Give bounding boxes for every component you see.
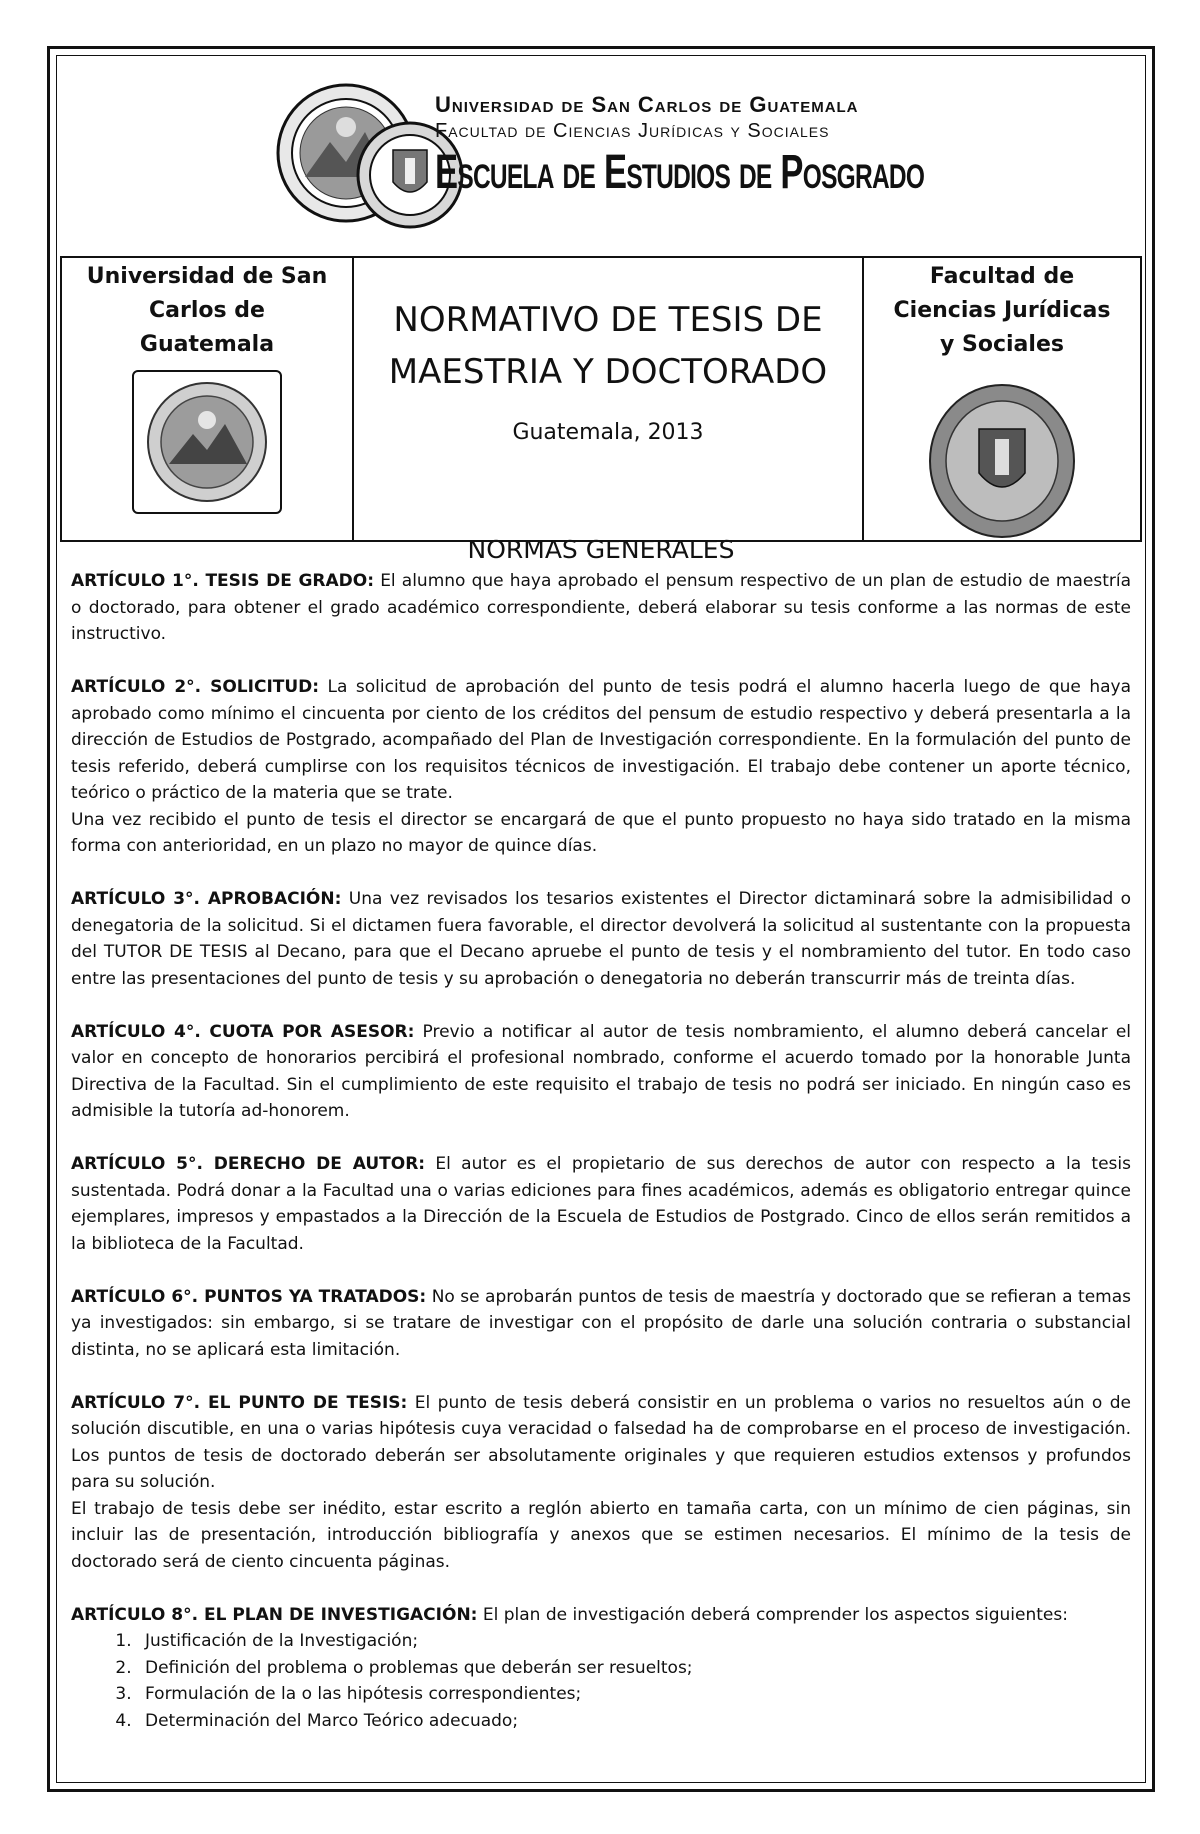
title-left-cell <box>61 257 353 541</box>
article-heading: ARTÍCULO 8°. EL PLAN DE INVESTIGACIÓN: <box>71 1604 478 1625</box>
section-title: NORMAS GENERALES <box>467 535 735 564</box>
document-body <box>71 532 1131 1734</box>
faculty-name: Facultad de Ciencias Jurídicas y Sociales <box>435 120 830 142</box>
article-heading: ARTÍCULO 6°. PUNTOS YA TRATADOS: <box>71 1286 427 1307</box>
article-heading: ARTÍCULO 4°. CUOTA POR ASESOR: <box>71 1021 415 1042</box>
article-heading: ARTÍCULO 2°. SOLICITUD: <box>71 677 320 697</box>
research-plan-list <box>71 1628 1131 1734</box>
faculty-seal-icon <box>927 383 1077 539</box>
article-heading: ARTÍCULO 3°. APROBACIÓN: <box>71 889 342 909</box>
article-5 <box>71 1151 1131 1257</box>
article-2-continuation: Una vez recibido el punto de tesis el director se encargará de que el punto propuesto no haya sido tratado en la misma forma con anterioridad, en un plazo no mayor de quince días. <box>71 809 1131 856</box>
university-seal-icon <box>145 380 269 504</box>
title-table <box>60 256 1142 542</box>
title-line-1: NORMATIVO DE TESIS DE <box>393 300 823 340</box>
article-heading: ARTÍCULO 5°. DERECHO DE AUTOR: <box>71 1154 426 1174</box>
article-text: No se aprobarán puntos de tesis de maestría y doctorado que se refieran a temas ya investigados: sin embargo, si se tratare de investigar con el propósito de darle una solución contraria o substancial distinta, no se aplicará esta limitación. <box>71 1286 1131 1360</box>
list-item: 4. Determinación del Marco Teórico adecuado; <box>137 1708 1131 1735</box>
article-7-continuation: El trabajo de tesis debe ser inédito, estar escrito a reglón abierto en tamaña carta, con un mínimo de cien páginas, sin incluir las de presentación, introducción bibliografía y anexos que se estimen necesarios. El mínimo de la tesis de doctorado será de ciento cincuenta páginas. <box>71 1498 1131 1572</box>
faculty-seal-frame <box>926 382 1078 540</box>
article-heading: ARTÍCULO 1°. TESIS DE GRADO: <box>71 571 375 591</box>
faculty-label: Facultad de Ciencias Jurídicas y Sociales <box>893 264 1111 357</box>
article-text: Previo a notificar al autor de tesis nombramiento, el alumno deberá cancelar el valor en concepto de honorarios percibirá el profesional nombrado, conforme el acuerdo tomado por la honorable Junta Directiva de la Facultad. Sin el cumplimiento de este requisito el trabajo de tesis no podrá ser iniciado. En ningún caso es admisible la tutoría ad-honorem. <box>71 1021 1132 1121</box>
document-title <box>354 294 862 398</box>
article-6 <box>71 1284 1131 1364</box>
article-4 <box>71 1019 1131 1125</box>
article-heading: ARTÍCULO 7°. EL PUNTO DE TESIS: <box>71 1392 408 1413</box>
article-7 <box>71 1390 1131 1496</box>
list-item: 3. Formulación de la o las hipótesis correspondientes; <box>137 1681 1131 1708</box>
university-name: Universidad de San Carlos de Guatemala <box>435 92 859 117</box>
title-center-cell <box>353 257 863 541</box>
article-8 <box>71 1602 1131 1629</box>
title-right-cell <box>863 257 1141 541</box>
article-3 <box>71 886 1131 992</box>
list-item: 1. Justificación de la Investigación; <box>137 1628 1131 1655</box>
university-seal-frame <box>132 370 282 514</box>
school-name: Escuela de Estudios de Posgrado <box>435 146 925 199</box>
title-line-2: MAESTRIA Y DOCTORADO <box>388 352 828 392</box>
article-text: La solicitud de aprobación del punto de tesis podrá el alumno hacerla luego de que haya aprobado como mínimo el cincuenta por ciento de los créditos del pensum de estudio respectivo y deberá presentarla a la dirección de Estudios de Postgrado, acompañado del Plan de Investigación correspondiente. En la formulación del punto de tesis referido, deberá cumplirse con los requisitos técnicos de investigación. El trabajo debe contener un aporte técnico, teórico o práctico de la materia que se trate. <box>71 677 1131 803</box>
list-item: 2. Definición del problema o problemas que deberán ser resueltos; <box>137 1655 1131 1682</box>
article-text: El plan de investigación deberá comprender los aspectos siguientes: <box>482 1604 1068 1625</box>
document-place-year: Guatemala, 2013 <box>512 420 704 445</box>
article-text: El punto de tesis deberá consistir en un problema o varios no resueltos aún o de solución discutible, en una o varias hipótesis cuya veracidad o falsedad ha de comprobarse en el proceso de investigación. Los puntos de tesis de doctorado deberán ser absolutamente originales y que requieren estudios extensos y profundos para su solución. <box>71 1392 1131 1492</box>
letterhead <box>275 82 925 232</box>
university-label: Universidad de San Carlos de Guatemala <box>86 264 328 357</box>
article-text: El autor es el propietario de sus derechos de autor con respecto a la tesis sustentada. Podrá donar a la Facultad una o varias ediciones para fines académicos, además es obligatorio entregar quince ejemplares, impresos y empastados a la Dirección de la Escuela de Estudios de Postgrado. Cinco de ellos serán remitidos a la biblioteca de la Facultad. <box>71 1154 1131 1254</box>
article-text: Una vez revisados los tesarios existentes el Director dictaminará sobre la admisibilidad o denegatoria de la solicitud. Si el dictamen fuera favorable, el director devolverá la solicitud al sustentante con la propuesta del TUTOR DE TESIS al Decano, para que el Decano apruebe el punto de tesis y el nombramiento del tutor. En todo caso entre las presentaciones del punto de tesis y su aprobación o denegatoria no deberán transcurrir más de treinta días. <box>71 889 1132 989</box>
article-text: El alumno que haya aprobado el pensum respectivo de un plan de estudio de maestría o doctorado, para obtener el grado académico correspondiente, deberá elaborar su tesis conforme a las normas de este instructivo. <box>71 571 1131 644</box>
article-2 <box>71 674 1131 807</box>
article-1 <box>71 568 1131 648</box>
